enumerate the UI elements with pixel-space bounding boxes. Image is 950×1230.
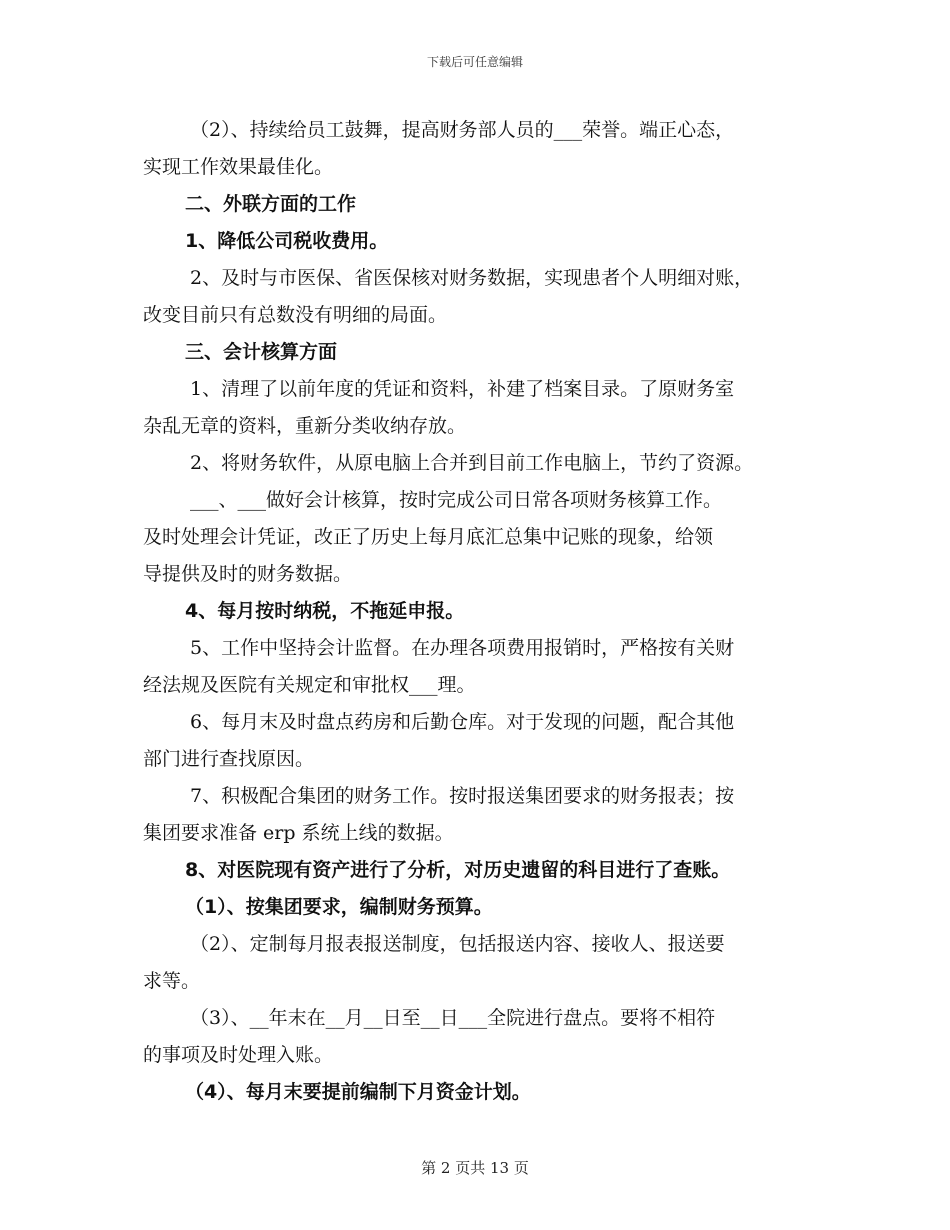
paragraph-line: 集团要求准备 erp 系统上线的数据。 [143, 822, 454, 844]
paragraph-line: （2）、定制每月报表报送制度，包括报送内容、接收人、报送要 [190, 933, 725, 955]
paragraph-line: 及时处理会计凭证，改正了历史上每月底汇总集中记账的现象，给领 [143, 526, 714, 548]
paragraph-line: 2、将财务软件，从原电脑上合并到目前工作电脑上，节约了资源。 [190, 452, 754, 474]
page-header: 下载后可任意编辑 [426, 55, 523, 69]
paragraph-line: 2、及时与市医保、省医保核对财务数据，实现患者个人明细对账， [190, 267, 754, 289]
paragraph-line: （2）、持续给员工鼓舞，提高财务部人员的___荣誉。端正心态， [190, 119, 735, 141]
paragraph-line: （3）、__年末在__月__日至__日___全院进行盘点。要将不相符 [190, 1007, 716, 1029]
paragraph-line: 5、工作中坚持会计监督。在办理各项费用报销时，严格按有关财 [190, 637, 735, 659]
paragraph-line: 1、清理了以前年度的凭证和资料，补建了档案目录。了原财务室 [190, 378, 735, 400]
document-body [143, 112, 815, 1111]
subsection-heading: 4、每月按时纳税，不拖延申报。 [185, 600, 465, 622]
paragraph-line: 改变目前只有总数没有明细的局面。 [143, 304, 448, 326]
subsection-heading: （1）、按集团要求，编制财务预算。 [185, 896, 493, 918]
paragraph-line: 部门进行查找原因。 [143, 748, 315, 770]
paragraph-line: 杂乱无章的资料，重新分类收纳存放。 [143, 415, 467, 437]
paragraph-line: 实现工作效果最佳化。 [143, 156, 334, 178]
paragraph-line: 导提供及时的财务数据。 [143, 563, 353, 585]
section-heading: 二、外联方面的工作 [185, 193, 357, 215]
subsection-heading: 1、降低公司税收费用。 [185, 230, 389, 252]
paragraph-line: 经法规及医院有关规定和审批权___理。 [143, 674, 476, 696]
paragraph-line: 7、积极配合集团的财务工作。按时报送集团要求的财务报表；按 [190, 785, 735, 807]
section-heading: 三、会计核算方面 [185, 341, 338, 363]
paragraph-line: 求等。 [143, 970, 201, 992]
paragraph-line: 6、每月末及时盘点药房和后勤仓库。对于发现的问题，配合其他 [190, 711, 735, 733]
paragraph-line: ___、___做好会计核算，按时完成公司日常各项财务核算工作。 [190, 489, 723, 511]
subsection-heading: （4）、每月末要提前编制下月资金计划。 [185, 1081, 531, 1103]
subsection-heading: 8、对医院现有资产进行了分析，对历史遗留的科目进行了查账。 [185, 859, 731, 881]
paragraph-line: 的事项及时处理入账。 [143, 1044, 334, 1066]
page-footer: 第 2 页共 13 页 [421, 1159, 529, 1177]
